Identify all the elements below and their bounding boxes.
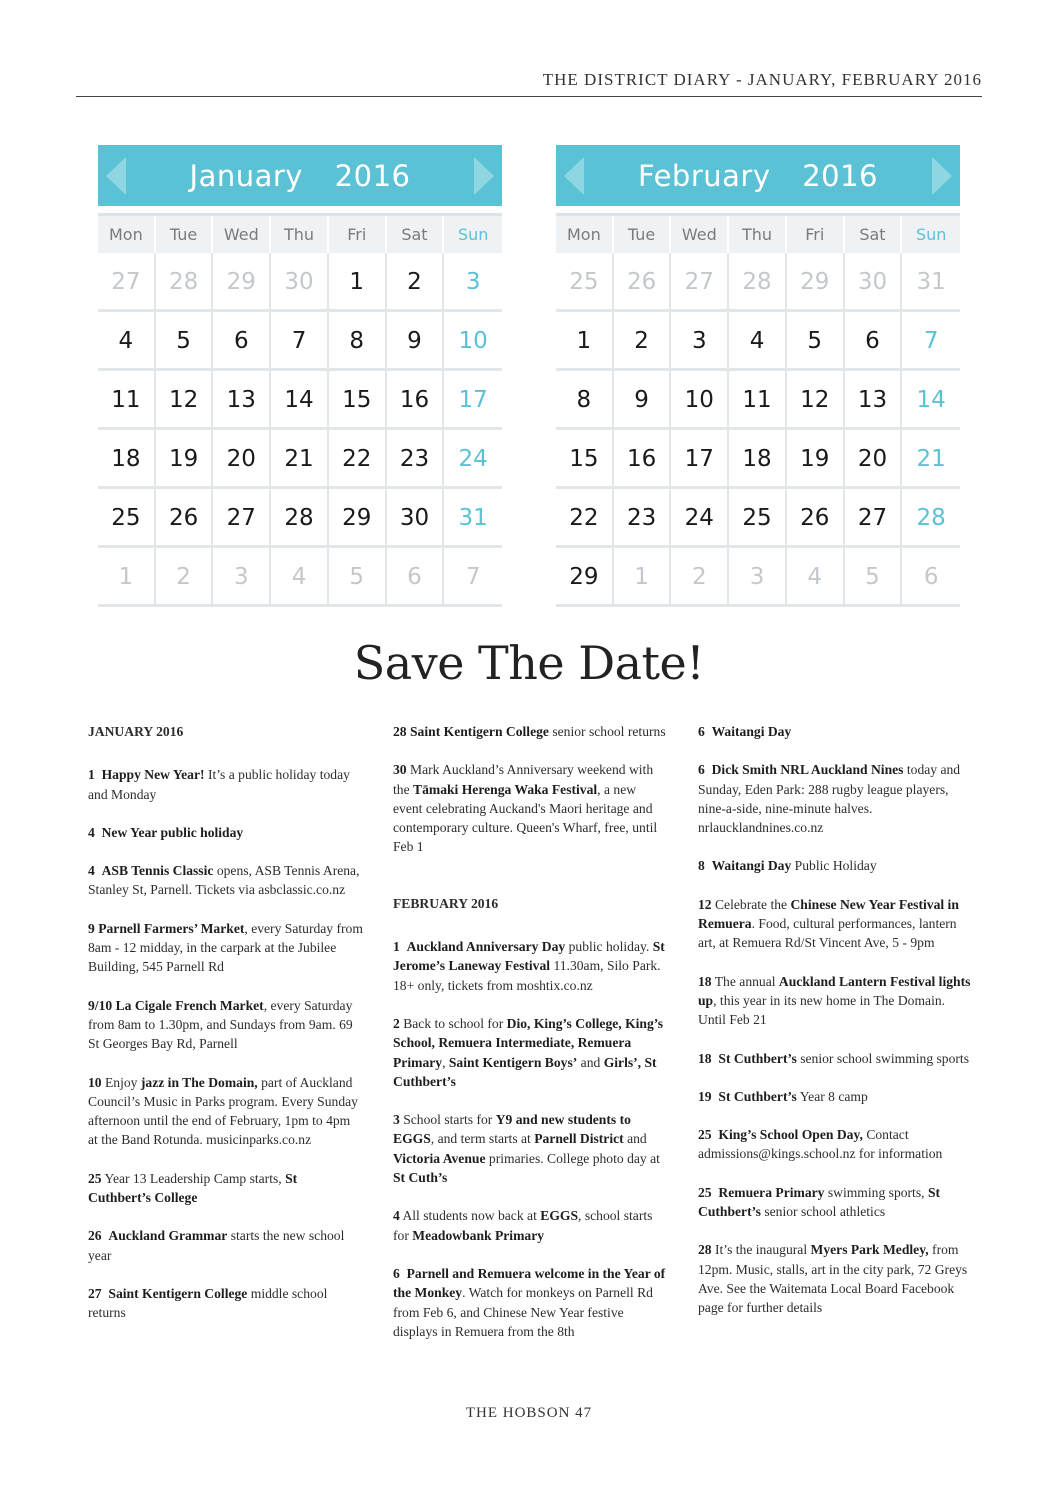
prev-month-arrow-icon[interactable] (564, 157, 584, 195)
calendar-week-row (556, 371, 960, 430)
calendar-day-outside-month[interactable]: 28 (156, 253, 214, 312)
calendar-day[interactable]: 28 (271, 489, 329, 548)
calendar-day[interactable]: 26 (787, 489, 845, 548)
calendar-day-outside-month[interactable]: 7 (444, 548, 502, 607)
calendar-day[interactable]: 20 (845, 430, 903, 489)
event-item: 28 Saint Kentigern College senior school returns (393, 724, 666, 739)
event-item: 8 Waitangi Day Public Holiday (698, 858, 877, 874)
event-item: 28 It’s the inaugural Myers Park Medley, from 12pm. Music, stalls, art in the city park, 72 Greys Ave. See the Waitemata Local Board Facebook page for further details (698, 1242, 968, 1316)
section-heading-february: FEBRUARY 2016 (393, 895, 499, 911)
events-column-3 (698, 722, 976, 1337)
weekday-label: Sun (457, 225, 489, 244)
weekday-label: Thu (271, 216, 329, 253)
calendar-day[interactable]: 31 (444, 489, 502, 548)
calendar-day-outside-month[interactable]: 3 (729, 548, 787, 607)
calendar-day[interactable]: 22 (329, 430, 387, 489)
event-item: 18 St Cuthbert’s senior school swimming sports (698, 1050, 969, 1066)
weekday-label: Sun (915, 225, 947, 244)
calendar-day[interactable]: 22 (556, 489, 614, 548)
event-item: 1 Auckland Anniversary Day public holiday. St Jerome’s Laneway Festival 11.30am, Silo Park. 18+ only, tickets from moshtix.co.nz (393, 939, 665, 993)
event-item: 4 All students now back at EGGS, school starts for Meadowbank Primary (393, 1208, 653, 1243)
calendar-day-outside-month[interactable]: 27 (671, 253, 729, 312)
calendar-day[interactable]: 28 (902, 489, 960, 548)
event-item: 19 St Cuthbert’s Year 8 camp (698, 1088, 868, 1104)
calendar-february (556, 145, 960, 607)
calendar-week-row (98, 548, 502, 607)
event-item: 6 Waitangi Day (698, 724, 792, 739)
calendar-day[interactable]: 13 (845, 371, 903, 430)
calendar-grid (556, 213, 960, 607)
calendar-day[interactable]: 20 (213, 430, 271, 489)
calendar-day[interactable]: 24 (671, 489, 729, 548)
weekday-label: Wed (671, 216, 729, 253)
calendar-title: January 2016 (189, 158, 411, 193)
calendar-week-row (556, 430, 960, 489)
weekday-label: Thu (729, 216, 787, 253)
section-heading-january: JANUARY 2016 (88, 724, 184, 739)
calendar-day[interactable]: 5 (787, 312, 845, 371)
event-item: 4 New Year public holiday (88, 824, 244, 840)
calendar-day[interactable]: 29 (556, 548, 614, 607)
event-item: 1 Happy New Year! It’s a public holiday today and Monday (88, 767, 350, 802)
calendar-day[interactable]: 2 (387, 253, 445, 312)
calendar-day[interactable]: 6 (213, 312, 271, 371)
event-item: 9 Parnell Farmers’ Market, every Saturday from 8am - 12 midday, in the carpark at the Jubilee Building, 545 Parnell Rd (88, 920, 363, 975)
weekday-header-row (98, 213, 502, 253)
calendar-day[interactable]: 16 (387, 371, 445, 430)
event-item: 9/10 La Cigale French Market, every Saturday from 8am to 1.30pm, and Sundays from 9am. 69 St Georges Bay Rd, Parnell (88, 997, 353, 1052)
calendar-week-row (98, 371, 502, 430)
calendar-day[interactable]: 15 (556, 430, 614, 489)
calendar-day-outside-month[interactable]: 28 (729, 253, 787, 312)
calendar-day[interactable]: 19 (156, 430, 214, 489)
weekday-label: Sat (845, 216, 903, 253)
calendar-day[interactable]: 10 (671, 371, 729, 430)
calendar-day[interactable]: 3 (671, 312, 729, 371)
next-month-arrow-icon[interactable] (474, 157, 494, 195)
event-item: 3 School starts for Y9 and new students to EGGS, and term starts at Parnell District and Victoria Avenue primaries. College photo day at St Cuth’s (393, 1112, 660, 1186)
event-item: 6 Dick Smith NRL Auckland Nines today and Sunday, Eden Park: 288 rugby league players, nine-a-side, nine-minute halves. nrlaucklandnines.co.nz (698, 762, 961, 836)
calendar-day-outside-month[interactable]: 2 (156, 548, 214, 607)
calendar-day[interactable]: 7 (902, 312, 960, 371)
header-rule (76, 96, 982, 97)
calendar-day-outside-month[interactable]: 26 (614, 253, 672, 312)
event-item: 6 Parnell and Remuera welcome in the Year of the Monkey. Watch for monkeys on Parnell Rd from Feb 6, and Chinese New Year festive displays in Remuera from the 8th (393, 1265, 666, 1339)
calendar-day[interactable]: 4 (729, 312, 787, 371)
calendar-day-outside-month[interactable]: 31 (902, 253, 960, 312)
event-item: 25 Year 13 Leadership Camp starts, St Cuthbert’s College (88, 1170, 298, 1206)
calendar-day[interactable]: 2 (614, 312, 672, 371)
calendar-january (98, 145, 502, 607)
calendar-day[interactable]: 30 (387, 489, 445, 548)
calendar-day[interactable]: 16 (614, 430, 672, 489)
calendar-day-outside-month[interactable]: 27 (98, 253, 156, 312)
calendar-week-row (98, 430, 502, 489)
calendar-day[interactable]: 1 (556, 312, 614, 371)
calendar-day[interactable]: 18 (98, 430, 156, 489)
calendar-title: February 2016 (637, 158, 879, 193)
weekday-label: Wed (213, 216, 271, 253)
event-item: 25 King’s School Open Day, Contact admissions@kings.school.nz for information (698, 1127, 943, 1162)
calendar-day[interactable]: 6 (845, 312, 903, 371)
calendar-day-outside-month[interactable]: 2 (671, 548, 729, 607)
calendar-day[interactable]: 5 (156, 312, 214, 371)
event-item: 10 Enjoy jazz in The Domain, part of Auckland Council’s Music in Parks program. Every Sunday afternoon until the end of February, 1pm to 4pm at the Band Rotunda. musicinparks.co.nz (88, 1074, 358, 1148)
calendar-day-outside-month[interactable]: 1 (614, 548, 672, 607)
events-column-2 (393, 722, 668, 1360)
weekday-label: Tue (156, 216, 214, 253)
calendar-day[interactable]: 9 (614, 371, 672, 430)
weekday-label: Sat (387, 216, 445, 253)
calendar-day-outside-month[interactable]: 3 (213, 548, 271, 607)
calendar-week-row (556, 253, 960, 312)
calendar-header (556, 145, 960, 206)
event-item: 4 ASB Tennis Classic opens, ASB Tennis Arena, Stanley St, Parnell. Tickets via asbclassic.co.nz (88, 863, 360, 898)
event-item: 12 Celebrate the Chinese New Year Festival in Remuera. Food, cultural performances, lantern art, at Remuera Rd/St Vincent Ave, 5 - 9pm (698, 896, 959, 951)
calendar-day-outside-month[interactable]: 29 (787, 253, 845, 312)
calendar-day[interactable]: 4 (98, 312, 156, 371)
calendar-week-row (98, 253, 502, 312)
weekday-header-row (556, 213, 960, 253)
weekday-label: Mon (556, 216, 614, 253)
calendar-day[interactable]: 11 (98, 371, 156, 430)
calendar-day[interactable]: 17 (444, 371, 502, 430)
calendar-day[interactable]: 13 (213, 371, 271, 430)
calendar-week-row (556, 312, 960, 371)
weekday-label: Tue (614, 216, 672, 253)
calendar-day-outside-month[interactable]: 5 (845, 548, 903, 607)
calendar-day-outside-month[interactable]: 29 (213, 253, 271, 312)
calendar-day[interactable]: 11 (729, 371, 787, 430)
calendar-day-outside-month[interactable]: 30 (271, 253, 329, 312)
calendar-day[interactable]: 17 (671, 430, 729, 489)
weekday-label: Fri (329, 216, 387, 253)
calendar-day-outside-month[interactable]: 25 (556, 253, 614, 312)
weekday-label: Fri (787, 216, 845, 253)
calendar-day[interactable]: 21 (271, 430, 329, 489)
calendar-day[interactable]: 12 (787, 371, 845, 430)
calendar-day-outside-month[interactable]: 4 (787, 548, 845, 607)
calendar-day-outside-month[interactable]: 4 (271, 548, 329, 607)
calendar-day[interactable]: 8 (556, 371, 614, 430)
calendar-day[interactable]: 23 (387, 430, 445, 489)
events-column-1 (88, 722, 363, 1342)
calendar-day[interactable]: 3 (444, 253, 502, 312)
page-footer: THE HOBSON 47 (465, 1405, 593, 1421)
calendar-day[interactable]: 25 (729, 489, 787, 548)
event-item: 2 Back to school for Dio, King’s College, King’s School, Remuera Intermediate, Remuera Primary, Saint Kentigern Boys’ and Girls’, St Cuthbert’s (393, 1015, 664, 1089)
calendar-day[interactable]: 27 (845, 489, 903, 548)
event-item: 25 Remuera Primary swimming sports, St Cuthbert’s senior school athletics (698, 1184, 941, 1220)
calendar-day[interactable]: 8 (329, 312, 387, 371)
calendar-day[interactable]: 26 (156, 489, 214, 548)
calendar-day[interactable]: 14 (271, 371, 329, 430)
calendar-grid (98, 213, 502, 607)
prev-month-arrow-icon[interactable] (106, 157, 126, 195)
event-item: 18 The annual Auckland Lantern Festival lights up, this year in its new home in The Domain. Until Feb 21 (698, 973, 971, 1028)
calendar-header (98, 145, 502, 206)
calendar-day-outside-month[interactable]: 5 (329, 548, 387, 607)
calendar-day[interactable]: 19 (787, 430, 845, 489)
calendar-day-outside-month[interactable]: 6 (387, 548, 445, 607)
calendar-day[interactable]: 18 (729, 430, 787, 489)
calendar-day[interactable]: 25 (98, 489, 156, 548)
calendar-week-row (98, 489, 502, 548)
event-item: 30 Mark Auckland’s Anniversary weekend with the Tāmaki Herenga Waka Festival, a new event celebrating Auckand's Maori heritage and contemporary culture. Queen's Wharf, free, until Feb 1 (393, 762, 658, 855)
event-item: 27 Saint Kentigern College middle school returns (88, 1285, 328, 1321)
calendar-week-row (98, 312, 502, 371)
calendar-day[interactable]: 10 (444, 312, 502, 371)
calendar-week-row (556, 489, 960, 548)
weekday-label: Mon (98, 216, 156, 253)
calendar-day[interactable]: 14 (902, 371, 960, 430)
calendar-week-row (556, 548, 960, 607)
calendar-day[interactable]: 15 (329, 371, 387, 430)
calendar-day[interactable]: 9 (387, 312, 445, 371)
next-month-arrow-icon[interactable] (932, 157, 952, 195)
calendar-day[interactable]: 12 (156, 371, 214, 430)
calendar-day[interactable]: 24 (444, 430, 502, 489)
calendar-day[interactable]: 1 (329, 253, 387, 312)
calendar-day-outside-month[interactable]: 6 (902, 548, 960, 607)
calendar-day[interactable]: 21 (902, 430, 960, 489)
running-head: THE DISTRICT DIARY - JANUARY, FEBRUARY 2016 (542, 70, 982, 89)
calendar-day-outside-month[interactable]: 30 (845, 253, 903, 312)
event-item: 26 Auckland Grammar starts the new school year (88, 1228, 345, 1263)
calendar-day[interactable]: 27 (213, 489, 271, 548)
calendar-day-outside-month[interactable]: 1 (98, 548, 156, 607)
calendar-day[interactable]: 7 (271, 312, 329, 371)
calendar-day[interactable]: 29 (329, 489, 387, 548)
calendar-day[interactable]: 23 (614, 489, 672, 548)
save-the-date-title: Save The Date! (353, 636, 705, 690)
